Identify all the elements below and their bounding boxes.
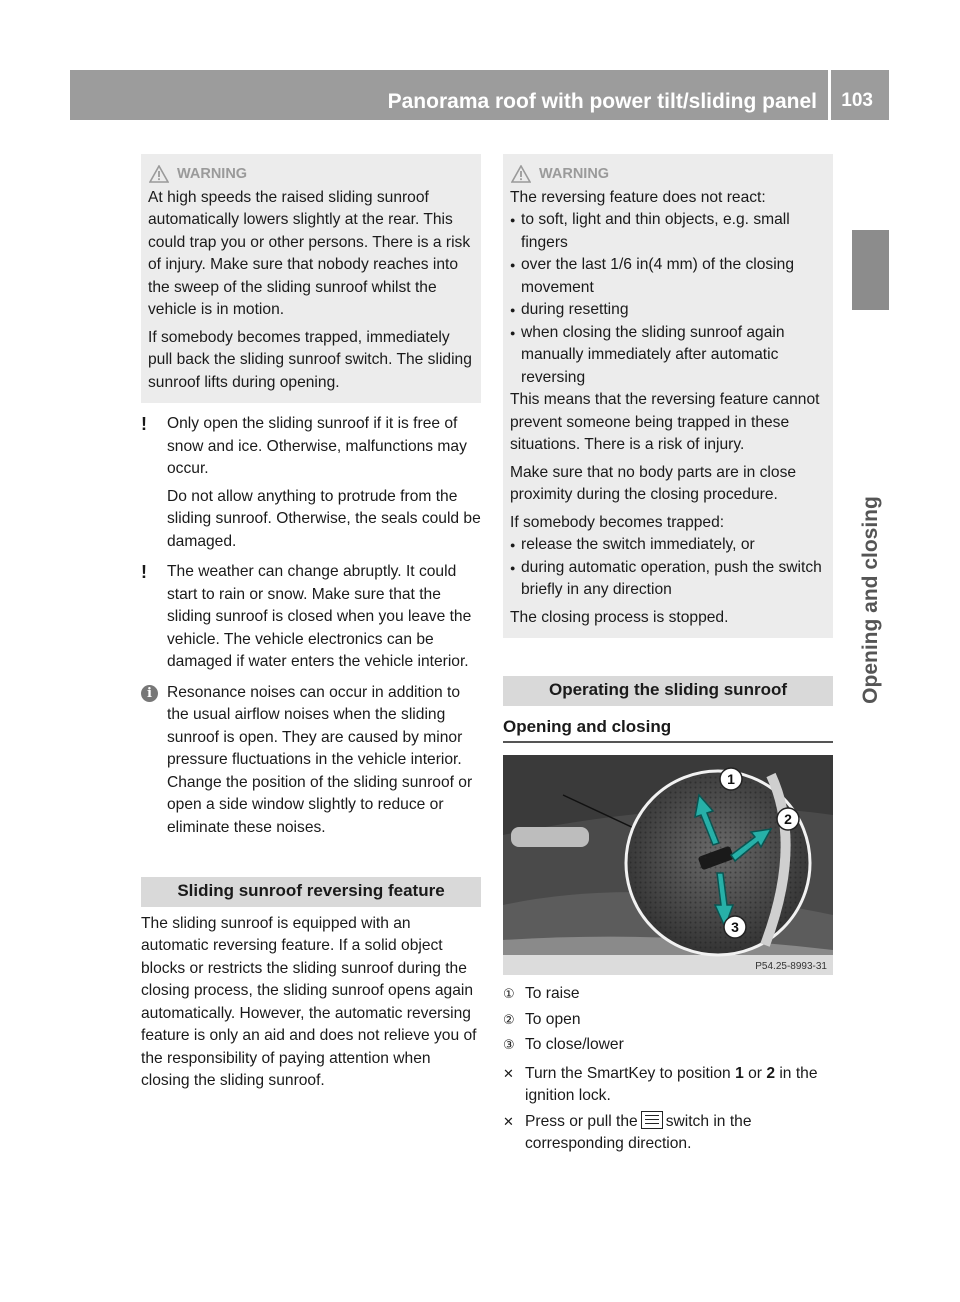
warning-title: WARNING (177, 166, 248, 182)
warning-triangle-icon (511, 165, 531, 183)
bullet-icon: ● (510, 260, 516, 270)
left-column (141, 154, 481, 1093)
warning-heading (511, 163, 827, 186)
list-item: ● release the switch immediately, or (510, 534, 827, 557)
warning-text: If somebody becomes trapped, immediately pull back the sliding sunroof switch. The sliding sunroof lifts during opening. (148, 328, 472, 391)
caution-icon: ! (141, 414, 147, 434)
instruction-step: ✕ Turn the SmartKey to position 1 or 2 in the ignition lock. (503, 1063, 833, 1108)
caution-icon: ! (141, 562, 147, 582)
section-heading: Operating the sliding sunroof (503, 676, 833, 706)
list-item: ● when closing the sliding sunroof again manually immediately after automatic reversing (510, 322, 827, 390)
subsection-heading: Opening and closing (503, 716, 833, 744)
warning-title: WARNING (539, 166, 610, 182)
bullet-icon: ● (510, 327, 516, 338)
info-icon: i (141, 685, 158, 702)
warning-heading (149, 163, 475, 186)
section-body: The sliding sunroof is equipped with an automatic reversing feature. If a solid object blocks or restricts the sliding sunroof during the closing process, the sliding sunroof opens again automatically. However, the automatic reversing feature is only an aid and does not relieve you of the responsibility of paying attention when closing the sliding sunroof. (141, 914, 477, 1089)
mirror-shape (511, 827, 589, 847)
callout-2-label: 2 (784, 811, 792, 827)
warning-text: At high speeds the raised sliding sunroof automatically lowers slightly at the rear. This could trap you or other persons. There is a risk of injury. Make sure that nobody reaches into the sweep of the sliding sunroof whilst the vehicle is in motion. (148, 188, 471, 318)
bullet-icon: ● (510, 215, 516, 225)
header-divider (828, 70, 831, 120)
legend-number-icon: ② (503, 1011, 515, 1027)
legend-item: ② To open (503, 1009, 833, 1032)
list-item: ● to soft, light and thin objects, e.g. small fingers (510, 209, 827, 254)
note-text: Resonance noises can occur in addition to the usual airflow noises when the sliding sunroof is open. They are caused by minor pressure fluctuations in the vehicle interior. Change the position of the sliding sunroof or open a side window slightly to reduce or eliminate these noises. (167, 683, 473, 836)
sunroof-switch-figure (503, 755, 833, 975)
sunroof-switch-icon (641, 1111, 663, 1129)
legend-number-icon: ③ (503, 1037, 515, 1052)
warning-text: Make sure that no body parts are in close proximity during the closing procedure. (510, 463, 797, 503)
bullet-icon: ● (510, 540, 516, 550)
caution-note (141, 561, 481, 674)
legend-item: ③ To close/lower (503, 1034, 833, 1057)
bullet-icon: ● (510, 305, 516, 315)
list-item: ● over the last 1/6 in(4 mm) of the closing movement (510, 254, 827, 299)
instruction-step: ✕ Press or pull the switch in the corresponding direction. (503, 1111, 833, 1156)
warning-triangle-icon (149, 165, 169, 183)
list-item: ● during resetting (510, 299, 827, 322)
callout-1-label: 1 (727, 771, 735, 787)
step-arrow-icon: ✕ (503, 1113, 514, 1129)
warning-text: The reversing feature does not react: (510, 188, 766, 206)
legend-number-icon: ① (503, 986, 515, 1001)
note-text: Only open the sliding sunroof if it is free of snow and ice. Otherwise, malfunctions may occur. (167, 415, 467, 477)
callout-3-label: 3 (731, 919, 739, 935)
step-arrow-icon: ✕ (503, 1065, 514, 1081)
note-text: Do not allow anything to protrude from the sliding sunroof. Otherwise, the seals could be damaged. (167, 487, 481, 550)
figure-code: P54.25-8993-31 (755, 961, 827, 972)
info-note (141, 682, 481, 840)
warning-box (503, 154, 833, 638)
warning-text: The closing process is stopped. (510, 608, 729, 626)
caution-note (141, 413, 481, 553)
note-text: The weather can change abruptly. It could start to rain or snow. Make sure that the sliding sunroof is closed when you leave the vehicle. The vehicle electronics can be damaged if water enters the vehicle interior. (167, 563, 472, 670)
page-header (70, 70, 889, 120)
page-number: 103 (841, 90, 873, 111)
warning-box (141, 154, 481, 403)
section-heading: Sliding sunroof reversing feature (141, 877, 481, 907)
list-item: ● during automatic operation, push the switch briefly in any direction (510, 557, 827, 602)
warning-text: This means that the reversing feature cannot prevent someone being trapped in these situations. There is a risk of injury. (510, 391, 820, 453)
legend-item: ① To raise (503, 983, 833, 1006)
right-column (503, 154, 833, 1156)
figure-legend (503, 983, 833, 1057)
warning-text: If somebody becomes trapped: (510, 513, 725, 531)
side-tab-marker (852, 230, 889, 310)
bullet-icon: ● (510, 562, 516, 573)
header-title: Panorama roof with power tilt/sliding panel (387, 90, 817, 113)
side-tab-label: Opening and closing (859, 496, 882, 704)
